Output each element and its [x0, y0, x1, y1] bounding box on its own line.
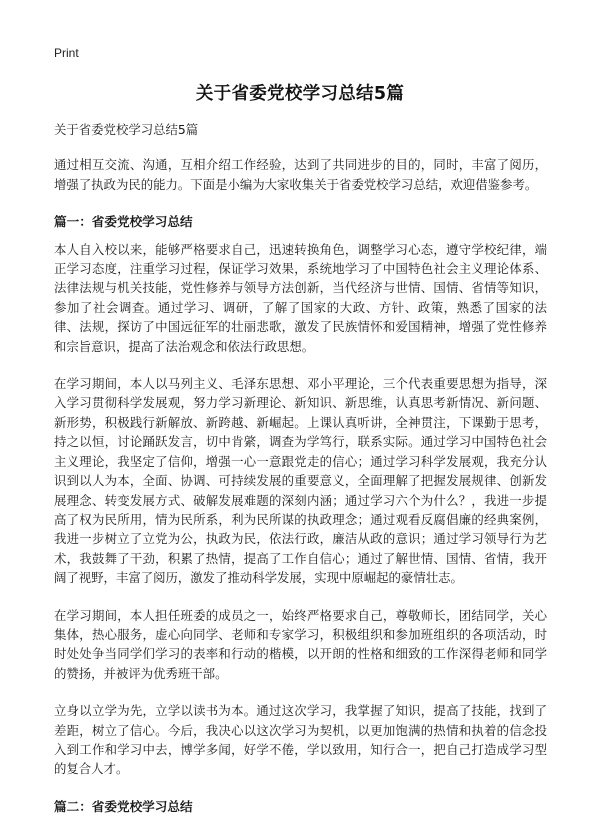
intro-paragraph: 通过相互交流、沟通，互相介绍工作经验，达到了共同进步的目的，同时，丰富了阅历，增强了执政为民的能力。下面是小编为大家收集关于省委党校学习总结，欢迎借鉴参考。 [54, 157, 547, 192]
section-heading-2: 篇二：省委党校学习总结 [54, 798, 193, 814]
section-1-paragraph-4: 立身以立学为先，立学以读书为本。通过这次学习，我掌握了知识，提高了技能，找到了差距，树立了信心。今后，我决心以这次学习为契机，以更加饱满的热情和执着的信念投入到工作和学习中去，博学多闻，好学不倦，学以致用，知行合一，把自己打造成学习型的复合人才。 [54, 703, 547, 777]
print-link[interactable]: Print [54, 46, 79, 60]
section-1-paragraph-3: 在学习期间，本人担任班委的成员之一，始终严格要求自己，尊敬师长，团结同学，关心集体，热心服务，虚心向同学、老师和专家学习，积极组织和参加班组织的各项活动，时时处处争当同学们学习的表率和行动的楷模，以开朗的性格和细致的工作深得老师和同学的赞扬，并被评为优秀班干部。 [54, 607, 547, 681]
document-body [54, 120, 547, 824]
document-subtitle: 关于省委党校学习总结5篇 [54, 122, 199, 137]
document-title: 关于省委党校学习总结5篇 [195, 84, 405, 104]
section-heading-1: 篇一：省委党校学习总结 [54, 214, 193, 230]
section-1-paragraph-1: 本人自入校以来，能够严格要求自己，迅速转换角色，调整学习心态，遵守学校纪律，端正学习态度，注重学习过程，保证学习效果，系统地学习了中国特色社会主义理论体系、法律法规与机关技能，党性修养与领导方法创新，当代经济与世情、国情、省情等知识，参加了社会调查。通过学习、调研，了解了国家的大政、方针、政策，熟悉了国家的法律、法规，探访了中国远征军的壮丽悲歌，激发了民族情怀和爱国精神，增强了党性修养和宗旨意识，提高了法治观念和依法行政思想。 [54, 241, 547, 354]
section-1-paragraph-2: 在学习期间，本人以马列主义、毛泽东思想、邓小平理论，三个代表重要思想为指导，深入学习贯彻科学发展观，努力学习新理论、新知识、新思维，认真思考新情况、新问题、新形势，积极践行新解放、新跨越、新崛起。上课认真听讲，全神贯注，下课勤于思考，持之以恒，讨论踊跃发言，切中肯綮，调查为学笃行，联系实际。通过学习中国特色社会主义理论，我坚定了信仰，增强一心一意跟党走的信心；通过学习科学发展观，我充分认识到以人为本，全面、协调、可持续发展的重要意义，全面理解了把握发展规律、创新发展理念、转变发展方式、破解发展难题的深刻内涵；通过学习六个为什么？，我进一步提高了权为民所用，情为民所系，利为民所谋的执政理念；通过观看反腐倡廉的经典案例，我进一步树立了立党为公，执政为民，依法行政，廉洁从政的意识；通过学习领导行为艺术，我鼓舞了干劲，积累了热情，提高了工作自信心；通过了解世情、国情、省情，我开阔了视野，丰富了阅历，激发了推动科学发展，实现中原崛起的豪情壮志。 [54, 376, 547, 586]
